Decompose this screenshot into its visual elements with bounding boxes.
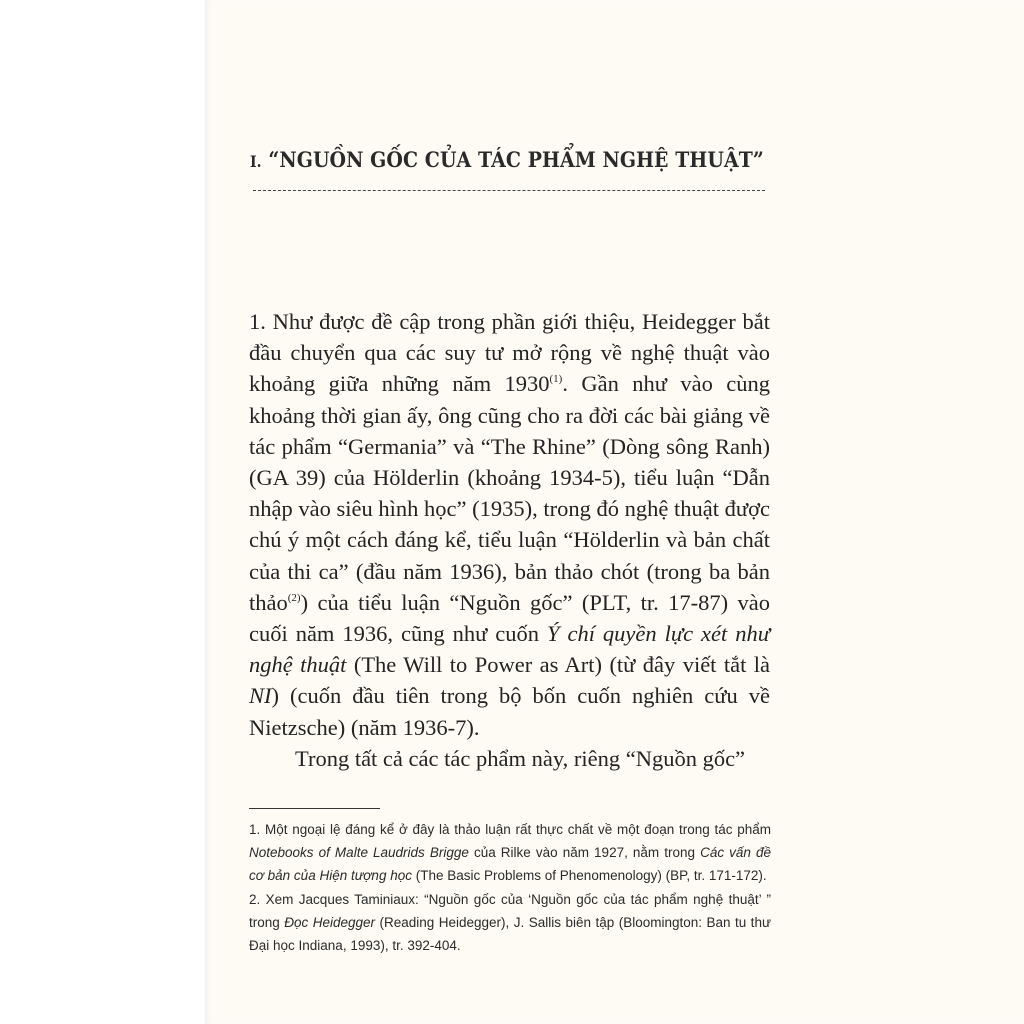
heading-dashed-rule xyxy=(253,190,765,191)
body-text xyxy=(249,306,770,774)
text-run: (Reading Heidegger), J. Sallis biên tập (Bloomington: Ban tu thư Đại học Indiana, 1993), tr. 392-404. xyxy=(249,914,771,954)
footnote-ref-1: (1) xyxy=(549,373,563,386)
text-run: 1. Một ngoại lệ đáng kể ở đây là thảo luận rất thực chất về một đoạn trong tác phẩm xyxy=(249,822,771,837)
chapter-title: “NGUỒN GỐC CỦA TÁC PHẨM NGHỆ THUẬT” xyxy=(268,148,764,173)
footnote-2 xyxy=(249,888,771,958)
text-run: ) của tiểu luận “Nguồn gốc” (PLT, tr. 17-87) vào cuối năm 1936, cũng như cuốn xyxy=(249,589,770,647)
italic-title: Đọc Heidegger xyxy=(284,914,376,930)
italic-abbreviation: NI xyxy=(249,683,272,709)
text-run: (The Basic Problems of Phenomenology) (BP, tr. 171-172). xyxy=(411,868,767,884)
text-run: . Gần như vào cùng khoảng thời gian ấy, ông cũng cho ra đời các bài giảng về tác phẩm “Germania” và “The Rhine” (Dòng sông Ranh) (GA 39) của Hölderlin (khoảng 1934-5), tiểu luận “Dẫn nhập vào siêu hình học” (1935), trong đó nghệ thuật được chú ý một cách đáng kể, tiểu luận “Hölderlin và bản chất của thi ca” (đầu năm 1936), bản thảo chót (trong ba bản thảo xyxy=(249,371,770,615)
italic-title: Notebooks of Malte Laudrids Brigge xyxy=(249,845,469,861)
text-run: ) (cuốn đầu tiên trong bộ bốn cuốn nghiên cứu về Nietzsche) (năm 1936-7). xyxy=(249,683,770,740)
text-run: (The Will to Power as Art) (từ đây viết tắt là xyxy=(346,652,770,678)
chapter-heading xyxy=(250,148,764,173)
text-run: của Rilke vào năm 1927, nằm trong xyxy=(468,845,701,861)
italic-title: Các vấn đề cơ bản của Hiện tượng học xyxy=(249,845,772,884)
chapter-number: I. xyxy=(250,152,262,171)
paragraph-1 xyxy=(249,306,770,743)
text-run: 1. Như được đề cập trong phần giới thiệu, Heidegger bắt đầu chuyển qua các suy tư mở rộng về nghệ thuật vào khoảng giữa những năm 1930 xyxy=(249,309,770,397)
footnote-separator xyxy=(249,808,380,809)
footnote-1 xyxy=(249,818,771,888)
footnote-ref-2: (2) xyxy=(287,591,301,604)
italic-book-title: Ý chí quyền lực xét như nghệ thuật xyxy=(249,621,770,678)
footnotes xyxy=(249,818,771,957)
text-run: 2. Xem Jacques Taminiaux: “Nguồn gốc của ‘Nguồn gốc của tác phẩm nghệ thuật’ ” trong xyxy=(249,891,771,930)
paragraph-2: Trong tất cả các tác phẩm này, riêng “Nguồn gốc” xyxy=(295,745,746,771)
